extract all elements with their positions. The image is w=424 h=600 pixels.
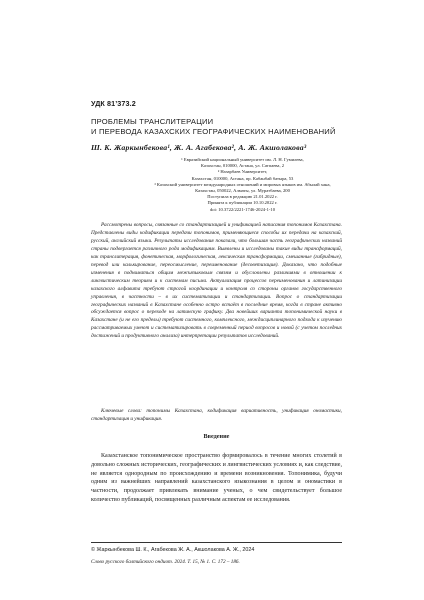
intro-paragraph: Казахстанское топонимическое пространство формировалось в течение многих столетий в довольно сложных исторических, географических и лингвистических условиях и, как следствие, не является однородным по происхождению и времени возникновения. Топонимика, будучи одним из важнейших направлений казахстанского языкознания в целом и ономастики в частности, продолжает привлекать внимание ученых, о чем свидетельствует большое количество публикаций, посвященных различным аспектам ее исследования. <box>91 453 342 503</box>
article-title <box>91 117 391 137</box>
section-heading: Введение <box>203 433 230 440</box>
abstract-text: Рассмотрены вопросы, связанные со стандартизацией и унификацией написания топонимов Казахстана. Представлены виды кодификации передачи топонимов, применяющиеся способы их передачи на казахский, русский, английский языки. Результаты исследования показали, что большая часть географических названий страны подвергается различного рода модификациям. Выявлены и исследованы такие виды трансформаций, как транслитерация, фонетическая, морфологическая, лексическая трансформации, смешанные (гибридные), перевод или калькирование, переосмысление, переименование (десоветизация). Доказано, что подобные изменения в подниматься общим межъязыковым связям и обусловлены различиями в отношении к лингвистическим теориям и к системам письма. Актуализация процессов переименования и латинизации казахского алфавита требуют строгой координации и контроля со стороны органов государственного управления, в частности – в их систематизации и стандартизации. Вопрос о стандартизации географических названий в Казахстане особенно остро встаёт в последние время, когда в стране активно обсуждается вопрос о переходе на латинскую графику. Два новейших варианта топонимической науки в Казахстане (и не его пределы) требуют системного, комплексного, междисциплинарного подхода к изучению рассматриваемых умеют и систематизировать в современный период вопросов и новой (с учетом последних достижений и продуктивного анализа) интерпретации результатов исследований. <box>91 222 342 340</box>
affiliation-line: Казахстан, 010000, Астана, ул. Сатпаева, 2 <box>200 163 285 169</box>
keywords-text: Ключевые слова: топонимы Казахстана, кодификация вариативность, унификация ономастики, стандартизация и унификация. <box>91 408 342 422</box>
doi-line: doi: 10.3722/2221-1746-2024-1-10 <box>209 206 276 212</box>
keywords <box>91 408 342 424</box>
title-line-2: И ПЕРЕВОДА КАЗАХСКИХ ГЕОГРАФИЧЕСКИХ НАИМЕНОВАНИЙ <box>91 127 336 136</box>
abstract <box>91 222 342 341</box>
affiliation-line: Казахстан, 010000, Астана, пр. Кабанбай батыра, 53 <box>191 175 294 181</box>
affiliation-line: ³ Казахский университет международных отношений и мировых языков им. Абылай хана, <box>154 181 331 187</box>
affiliations-block <box>120 157 365 213</box>
body-text <box>91 452 342 505</box>
copyright-line: © Жаркынбекова Ш. К., Агабекова Ж. А., Акшолакова А. Ж., 2024 <box>91 547 255 553</box>
citation-line: Слово русского балтийского ондиот. 2024. Т. 15, № 1. С. 172 – 186. <box>91 559 240 565</box>
affiliation-line: ² Назарбаев Университет, <box>217 169 268 175</box>
title-line-1: ПРОБЛЕМЫ ТРАНСЛИТЕРАЦИИ <box>91 117 214 126</box>
received-date: Поступила в редакцию 21.01.2022 г. <box>207 194 278 200</box>
udc-code: УДК 81’373.2 <box>91 99 136 108</box>
accepted-date: Принята к публикации 10.10.2022 г. <box>207 200 278 206</box>
footnote-divider <box>91 542 342 543</box>
authors-line: Ш. К. Жаркынбекова¹, Ж. А. Агабекова², А. Ж. Акшолакова³ <box>91 143 307 152</box>
affiliation-line: Казахстан, 050022, Алматы, ул. Муратбаева, 200 <box>195 188 290 194</box>
affiliation-line: ¹ Евразийский национальный университет им. Л. Н. Гумилева, <box>181 157 304 162</box>
